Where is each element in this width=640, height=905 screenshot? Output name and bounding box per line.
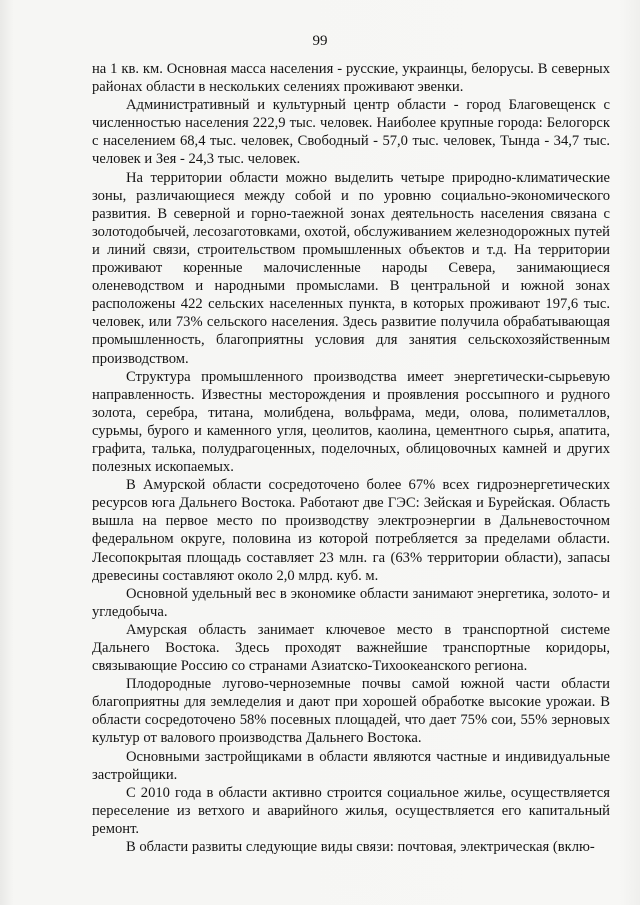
paragraph: Структура промышленного производства имеет энергетически-сырьевую направленность. Известны месторождения и проявления россыпного и рудного золота, серебра, титана, молибдена, вольфрама, меди, олова, полиметаллов, сурьмы, бурого и каменного угля, цеолитов, каолина, цементного сырья, апатита, графита, талька, полудрагоценных, поделочных, облицовочных камней и других полезных ископаемых.: [92, 368, 610, 476]
page-number: 99: [312, 33, 328, 49]
paragraph: С 2010 года в области активно строится социальное жилье, осуществляется переселение из ветхого и аварийного жилья, осуществляется его капитальный ремонт.: [92, 784, 610, 837]
paragraph: В области развиты следующие виды связи: почтовая, электрическая (вклю-: [126, 839, 595, 856]
paragraph: на 1 кв. км. Основная масса населения - русские, украинцы, белорусы. В северных районах области в нескольких селениях проживают эвенки.: [92, 61, 610, 96]
paragraph: Плодородные лугово-черноземные почвы самой южной части области благоприятны для земледелия и дают при хорошей обработке высокие урожаи. В области сосредоточено 58% посевных площадей, что дает 75% сои, 55% зерновых культур от валового производства Дальнего Востока.: [92, 676, 610, 747]
body-text: [92, 60, 610, 856]
paragraph: Основными застройщиками в области являются частные и индивидуальные застройщики.: [92, 748, 610, 783]
paragraph: На территории области можно выделить четыре природно-климатические зоны, различающиеся между собой и по уровню социально-экономического развития. В северной и горно-таежной зонах деятельность населения связана с золотодобычей, лесозаготовками, охотой, обслуживанием железнодорожных путей и линий связи, строительством промышленных объектов и т.д. На территории проживают коренные малочисленные народы Севера, занимающиеся оленеводством и народными промыслами. В центральной и южной зонах расположены 422 сельских населенных пункта, в которых проживают 197,6 тыс. человек, или 73% сельского населения. Здесь развитие получила обрабатывающая промышленность, благоприятны условия для занятия сельскохозяйственным производством.: [92, 169, 610, 367]
paragraph: Амурская область занимает ключевое место в транспортной системе Дальнего Востока. Здесь проходят важнейшие транспортные коридоры, связывающие Россию со странами Азиатско-Тихоокеанского региона.: [92, 621, 610, 675]
paragraph: Административный и культурный центр области - город Благовещенск с численностью населения 222,9 тыс. человек. Наиболее крупные города: Белогорск с населением 68,4 тыс. человек, Свободный - 57,0 тыс. человек, Тында - 34,7 тыс. человек и Зея - 24,3 тыс. человек.: [92, 97, 610, 168]
paragraph: Основной удельный вес в экономике области занимают энергетика, золото- и угледобыча.: [92, 585, 610, 620]
paragraph: В Амурской области сосредоточено более 67% всех гидроэнергетических ресурсов юга Дальнего Востока. Работают две ГЭС: Зейская и Бурейская. Область вышла на первое место по производству электроэнергии в Дальневосточном федеральном округе, половина из которой потребляется за пределами области. Лесопокрытая площадь составляет 23 млн. га (63% территории области), запасы древесины составляют около 2,0 млрд. куб. м.: [92, 477, 610, 584]
